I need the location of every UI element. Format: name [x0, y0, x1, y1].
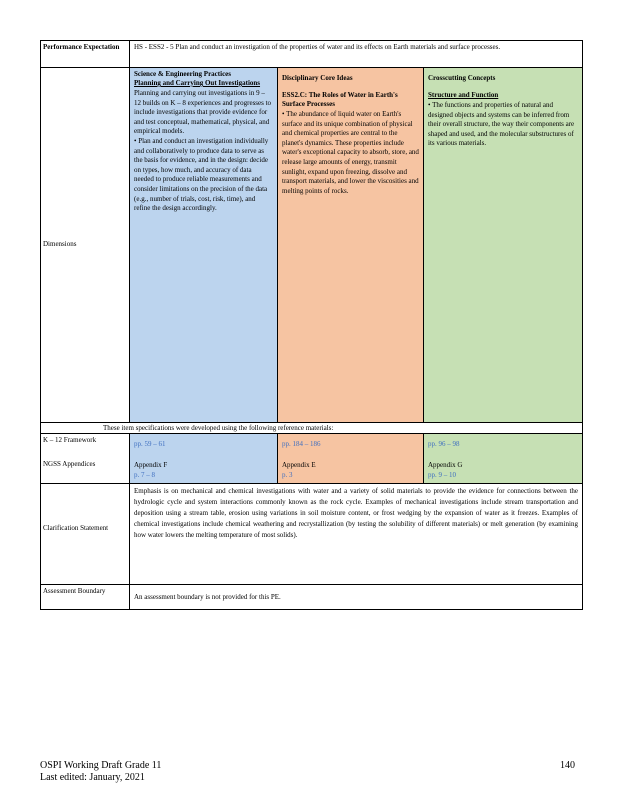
sep-paragraph-2: • Plan and conduct an investigation individually and collaboratively to produce data to serve as the basis for evidence, and in the design: decide on types, how much, and accuracy of data needed to produce reliable measurements and consider limitations on the precision of the data (e.g., number of trials, cost, risk, time), and refine the design accordingly. [134, 136, 269, 213]
clarification-row [41, 484, 582, 585]
clarification-text: Emphasis is on mechanical and chemical investigations with water and a variety of solid materials to provide the evidence for connections between the hydrologic cycle and system interactions commonly known as the rock cycle. Examples of mechanical investigations include stream transportation and deposition using a stream table, erosion using variations in soil moisture content, or frost wedging by the expansion of water as it freezes. Examples of chemical investigations include chemical weathering and recrystallization (by testing the solubility of different materials) or melt generation (by examining how water lowers the melting temperature of most solids). [134, 487, 578, 539]
ccc-subheader: Structure and Function [428, 91, 499, 99]
performance-expectation-text: HS - ESS2 - 5 Plan and conduct an investigation of the properties of water and its effects on Earth materials and surface processes. [134, 43, 501, 51]
footer-title: OSPI Working Draft Grade 11 [40, 760, 162, 771]
dci-header: Disciplinary Core Ideas [282, 74, 353, 82]
clarification-label: Clarification Statement [43, 524, 109, 532]
ccc-framework-pages[interactable]: pp. 96 – 98 [428, 440, 460, 448]
dimensions-label: Dimensions [43, 240, 77, 248]
ccc-paragraph-1: • The functions and properties of natural and designed objects and systems can be inferred from their overall structure, the way their components are shaped and used, and the molecular substructures of its various materials. [428, 101, 575, 148]
performance-expectation-row [41, 41, 582, 68]
assessment-text: An assessment boundary is not provided for this PE. [134, 593, 281, 601]
assessment-label: Assessment Boundary [43, 587, 106, 595]
references-row [41, 434, 582, 484]
dci-subheader: ESS2.C: The Roles of Water in Earth's Surface Processes [282, 91, 398, 108]
sep-header: Science & Engineering Practices [134, 70, 232, 78]
sep-column [130, 68, 277, 422]
dci-column [278, 68, 423, 422]
ccc-appendix-title: Appendix G [428, 461, 463, 469]
assessment-row [41, 585, 582, 609]
ccc-references [424, 434, 582, 483]
reference-note: These item specifications were developed using the following reference materials: [103, 424, 334, 432]
item-specification-table [40, 40, 583, 610]
sep-references [130, 434, 277, 483]
dci-appendix-pages[interactable]: p. 3 [282, 470, 293, 479]
dci-references [278, 434, 423, 483]
ccc-appendix-pages[interactable]: pp. 9 – 10 [428, 470, 456, 479]
sep-appendix-pages[interactable]: p. 7 – 8 [134, 470, 155, 479]
sep-subheader: Planning and Carrying Out Investigations [134, 79, 261, 87]
footer [40, 760, 161, 784]
sep-framework-pages[interactable]: pp. 59 – 61 [134, 440, 166, 448]
sep-paragraph-1: Planning and carrying out investigations in 9 – 12 builds on K – 8 experiences and progresses to include investigations that provide evidence for and test conceptual, mathematical, physical, and empirical models. [134, 89, 272, 136]
ccc-header: Crosscutting Concepts [428, 74, 496, 82]
appendices-label: NGSS Appendices [43, 460, 96, 468]
dci-paragraph-1: • The abundance of liquid water on Earth's surface and its unique combination of physical and chemical properties are central to the planet's dynamics. These properties include water's exceptional capacity to absorb, store, and release large amounts of energy, transmit sunlight, expand upon freezing, dissolve and transport materials, and lower the viscosities and melting points of rocks. [282, 110, 419, 195]
dimensions-row [41, 68, 582, 423]
footer-edited: Last edited: January, 2021 [40, 772, 145, 783]
dci-framework-pages[interactable]: pp. 184 – 186 [282, 440, 321, 448]
ccc-column [424, 68, 582, 422]
page-number: 140 [560, 760, 575, 771]
reference-note-row [41, 423, 582, 434]
sep-appendix-title: Appendix F [134, 461, 168, 469]
performance-expectation-label: Performance Expectation [43, 43, 120, 51]
dci-appendix-title: Appendix E [282, 461, 316, 469]
framework-label: K – 12 Framework [43, 436, 97, 444]
